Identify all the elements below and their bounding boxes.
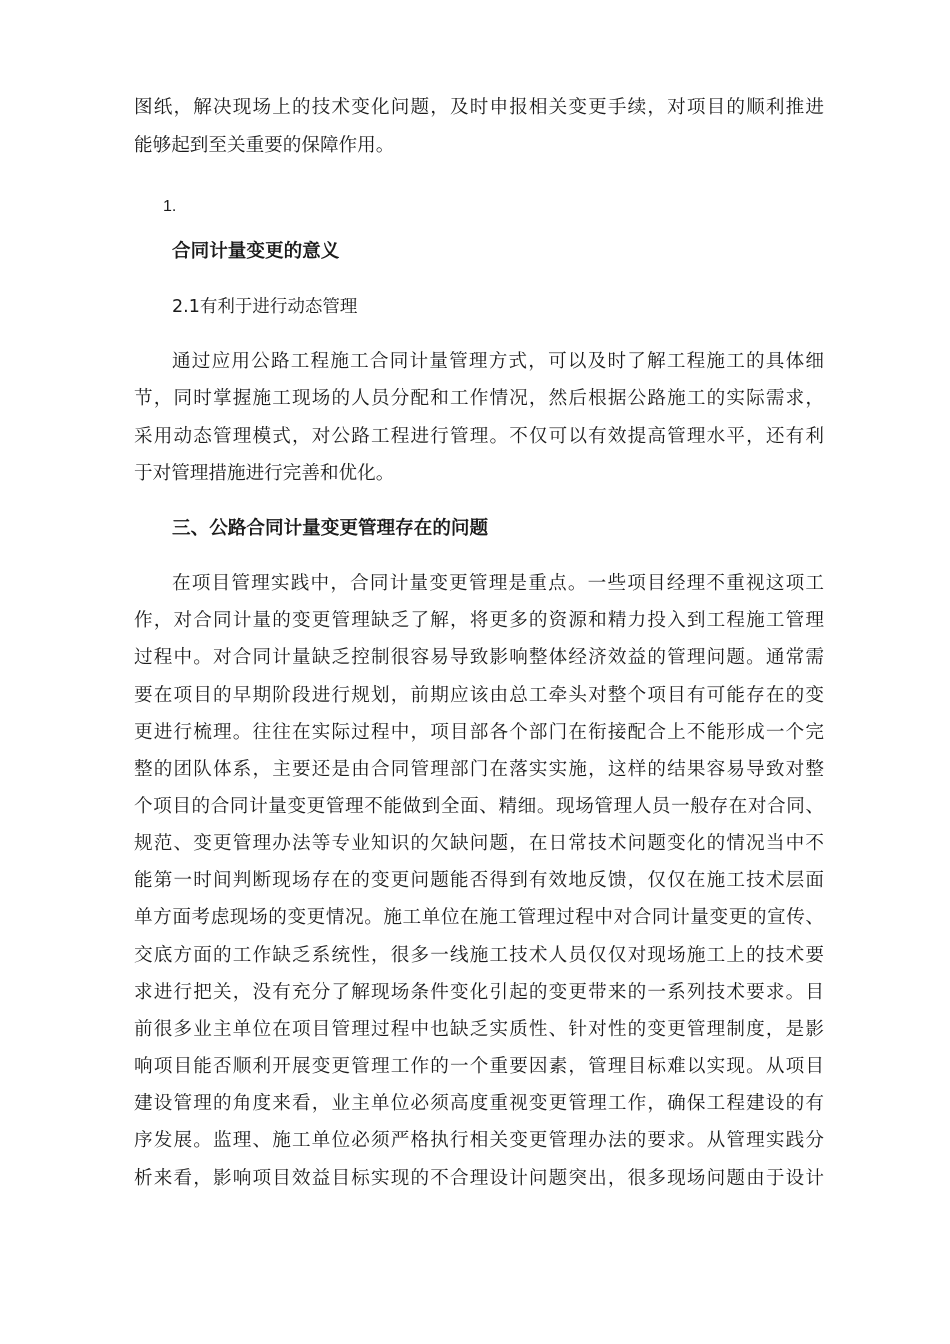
paragraph-line: 单方面考虑现场的变更情况。施工单位在施工管理过程中对合同计量变更的宣传、 — [134, 907, 824, 928]
paragraph-line: 前很多业主单位在项目管理过程中也缺乏实质性、针对性的变更管理制度，是影 — [134, 1019, 824, 1040]
paragraph-line: 作，对合同计量的变更管理缺乏了解，将更多的资源和精力投入到工程施工管理 — [134, 610, 824, 631]
paragraph-line: 能够起到至关重要的保障作用。 — [134, 135, 395, 156]
paragraph-line: 序发展。监理、施工单位必须严格执行相关变更管理办法的要求。从管理实践分 — [134, 1130, 824, 1151]
paragraph-line: 整的团队体系，主要还是由合同管理部门在落实实施，这样的结果容易导致对整 — [134, 759, 824, 780]
paragraph-line: 节，同时掌握施工现场的人员分配和工作情况，然后根据公路施工的实际需求， — [134, 388, 824, 409]
paragraph-line: 能第一时间判断现场存在的变更问题能否得到有效地反馈，仅仅在施工技术层面 — [134, 870, 824, 891]
section-heading: 合同计量变更的意义 — [172, 241, 340, 262]
paragraph-line: 响项目能否顺利开展变更管理工作的一个重要因素，管理目标难以实现。从项目 — [134, 1056, 824, 1077]
paragraph-line: 要在项目的早期阶段进行规划，前期应该由总工牵头对整个项目有可能存在的变 — [134, 685, 824, 706]
paragraph-line: 在项目管理实践中，合同计量变更管理是重点。一些项目经理不重视这项工 — [172, 573, 824, 594]
paragraph-line: 求进行把关，没有充分了解现场条件变化引起的变更带来的一系列技术要求。目 — [134, 982, 824, 1003]
paragraph-line: 建设管理的角度来看，业主单位必须高度重视变更管理工作，确保工程建设的有 — [134, 1093, 824, 1114]
paragraph-line: 更进行梳理。往往在实际过程中，项目部各个部门在衔接配合上不能形成一个完 — [134, 722, 824, 743]
paragraph-line: 采用动态管理模式，对公路工程进行管理。不仅可以有效提高管理水平，还有利 — [134, 426, 824, 447]
paragraph-line: 通过应用公路工程施工合同计量管理方式，可以及时了解工程施工的具体细 — [172, 351, 824, 372]
paragraph-line: 个项目的合同计量变更管理不能做到全面、精细。现场管理人员一般存在对合同、 — [134, 796, 824, 817]
paragraph-line: 交底方面的工作缺乏系统性，很多一线施工技术人员仅仅对现场施工上的技术要 — [134, 945, 824, 966]
paragraph-line: 规范、变更管理办法等专业知识的欠缺问题，在日常技术问题变化的情况当中不 — [134, 833, 824, 854]
section-heading: 三、公路合同计量变更管理存在的问题 — [172, 518, 489, 539]
paragraph-line: 过程中。对合同计量缺乏控制很容易导致影响整体经济效益的管理问题。通常需 — [134, 647, 824, 668]
subheading: 2.1有利于进行动态管理 — [172, 297, 358, 317]
paragraph-line: 析来看，影响项目效益目标实现的不合理设计问题突出，很多现场问题由于设计 — [134, 1168, 824, 1189]
paragraph-line: 于对管理措施进行完善和优化。 — [134, 463, 395, 484]
list-number: 1. — [163, 198, 177, 215]
paragraph-line: 图纸，解决现场上的技术变化问题，及时申报相关变更手续，对项目的顺利推进 — [134, 97, 824, 118]
